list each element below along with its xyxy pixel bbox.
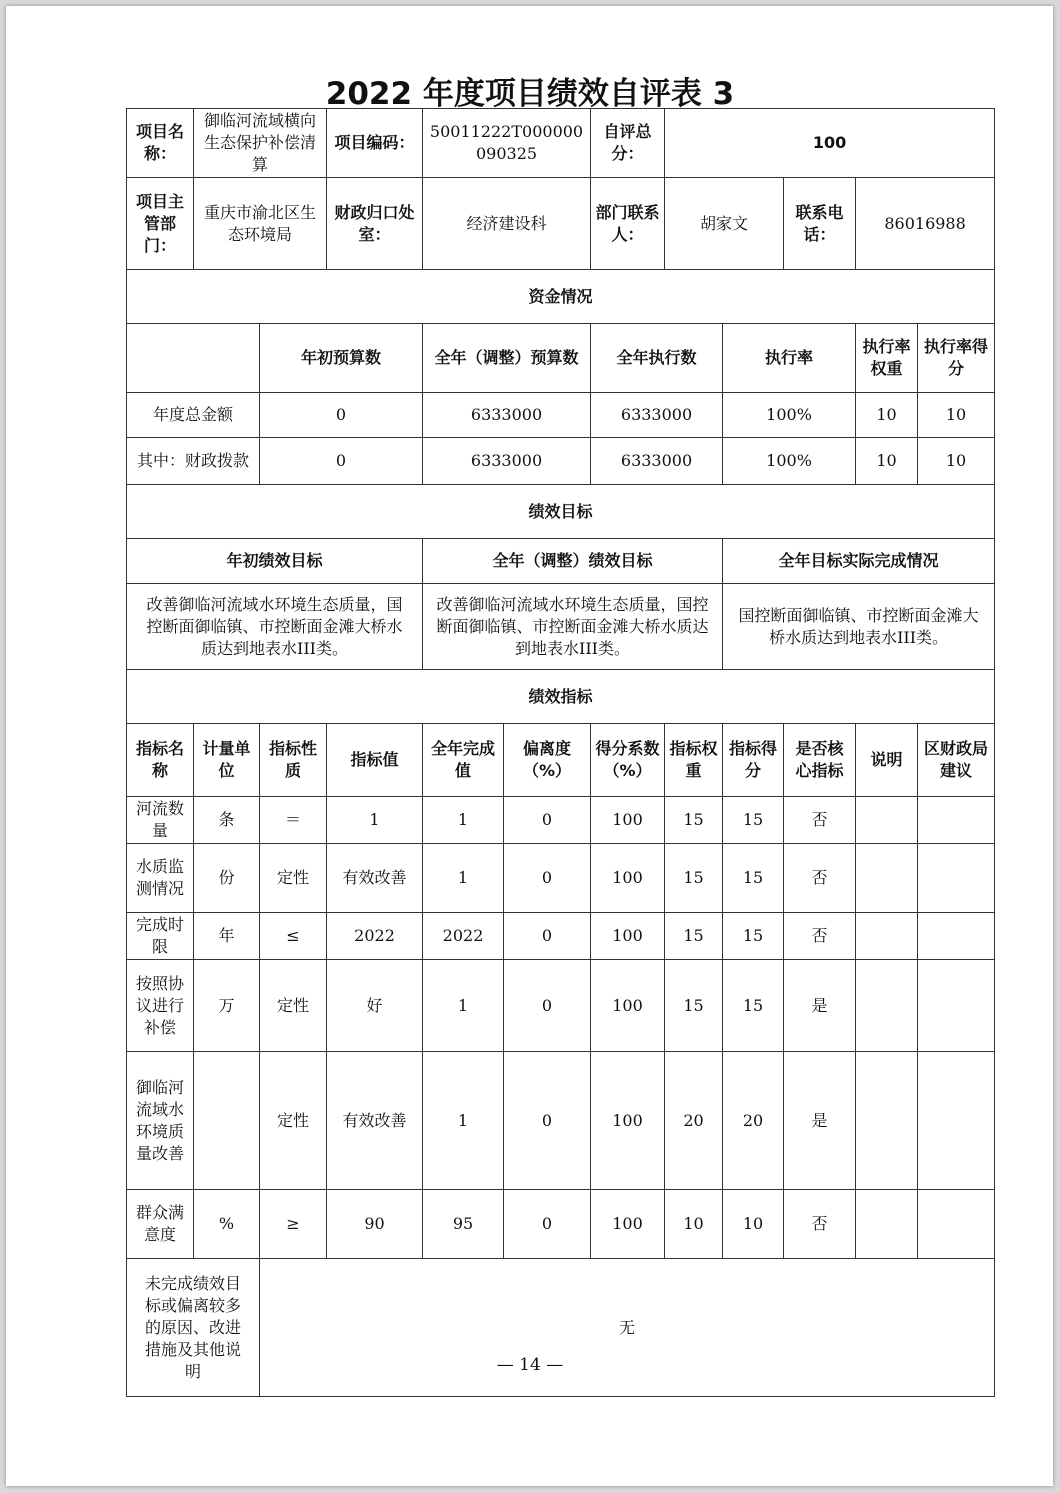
indicator-row: [127, 960, 995, 1052]
ind-nature: 定性: [260, 960, 327, 1052]
funds-cell: 6333000: [423, 393, 591, 438]
contact-value: 胡家文: [665, 178, 784, 270]
ind-unit: 条: [194, 797, 260, 844]
ind-score: 15: [723, 960, 784, 1052]
ind-note: [856, 913, 918, 960]
ind-weight: 15: [665, 844, 723, 913]
ind-unit: 年: [194, 913, 260, 960]
funds-cell: 10: [918, 438, 995, 485]
funds-cell: 6333000: [423, 438, 591, 485]
ind-score: 20: [723, 1052, 784, 1190]
indicator-row: [127, 913, 995, 960]
ind-advice: [918, 913, 995, 960]
ind-name: 御临河流域水环境质量改善: [127, 1052, 194, 1190]
funds-cell: 0: [260, 438, 423, 485]
project-code-label: 项目编码：: [327, 109, 423, 178]
ind-nature: 定性: [260, 1052, 327, 1190]
ind-advice: [918, 1052, 995, 1190]
ind-value: 有效改善: [327, 844, 423, 913]
funds-cell: 10: [856, 438, 918, 485]
finance-office-value: 经济建设科: [423, 178, 591, 270]
project-code-value: 50011222T000000090325: [423, 109, 591, 178]
funds-cell: 100%: [723, 438, 856, 485]
funds-col-rate-score: 执行率得分: [918, 324, 995, 393]
funds-row: [127, 393, 995, 438]
ind-note: [856, 797, 918, 844]
goals-col-adjusted: 全年（调整）绩效目标: [423, 539, 723, 584]
ind-value: 2022: [327, 913, 423, 960]
project-name-label: 项目名称：: [127, 109, 194, 178]
ind-score: 15: [723, 913, 784, 960]
ind-core: 否: [784, 1190, 856, 1259]
ind-weight: 15: [665, 797, 723, 844]
ind-core: 是: [784, 1052, 856, 1190]
ind-nature: ≥: [260, 1190, 327, 1259]
ind-unit: 万: [194, 960, 260, 1052]
ind-note: [856, 844, 918, 913]
ind-value: 90: [327, 1190, 423, 1259]
ind-deviation: 0: [504, 960, 591, 1052]
ind-advice: [918, 844, 995, 913]
ind-value: 有效改善: [327, 1052, 423, 1190]
ind-done: 1: [423, 960, 504, 1052]
dept-value: 重庆市渝北区生态环境局: [194, 178, 327, 270]
funds-row-label: 其中：财政拨款: [127, 438, 260, 485]
indicators-section-header: 绩效指标: [127, 670, 995, 724]
ind-col-done: 全年完成值: [423, 724, 504, 797]
ind-col-advice: 区财政局建议: [918, 724, 995, 797]
ind-advice: [918, 960, 995, 1052]
ind-name: 群众满意度: [127, 1190, 194, 1259]
ind-score: 15: [723, 797, 784, 844]
funds-corner-cell: [127, 324, 260, 393]
ind-core: 否: [784, 797, 856, 844]
ind-done: 95: [423, 1190, 504, 1259]
ind-unit: 份: [194, 844, 260, 913]
funds-col-initial: 年初预算数: [260, 324, 423, 393]
goals-col-initial: 年初绩效目标: [127, 539, 423, 584]
ind-weight: 15: [665, 913, 723, 960]
ind-advice: [918, 1190, 995, 1259]
ind-name: 按照协议进行补偿: [127, 960, 194, 1052]
self-score-label: 自评总分：: [591, 109, 665, 178]
ind-deviation: 0: [504, 1190, 591, 1259]
ind-coef: 100: [591, 844, 665, 913]
ind-weight: 15: [665, 960, 723, 1052]
funds-section-header: 资金情况: [127, 270, 995, 324]
funds-cell: 10: [856, 393, 918, 438]
remarks-value: 无: [260, 1259, 995, 1397]
ind-unit: %: [194, 1190, 260, 1259]
ind-coef: 100: [591, 1052, 665, 1190]
ind-col-note: 说明: [856, 724, 918, 797]
ind-nature: 定性: [260, 844, 327, 913]
ind-coef: 100: [591, 913, 665, 960]
page-number: — 14 —: [496, 1355, 564, 1375]
indicator-row: [127, 844, 995, 913]
ind-score: 15: [723, 844, 784, 913]
ind-core: 是: [784, 960, 856, 1052]
funds-cell: 100%: [723, 393, 856, 438]
funds-col-executed: 全年执行数: [591, 324, 723, 393]
ind-note: [856, 960, 918, 1052]
ind-col-unit: 计量单位: [194, 724, 260, 797]
page-title: 2022 年度项目绩效自评表 3: [325, 76, 735, 112]
contact-label: 部门联系人：: [591, 178, 665, 270]
funds-col-rate-weight: 执行率权重: [856, 324, 918, 393]
ind-name: 水质监测情况: [127, 844, 194, 913]
ind-col-value: 指标值: [327, 724, 423, 797]
ind-weight: 10: [665, 1190, 723, 1259]
ind-deviation: 0: [504, 797, 591, 844]
ind-name: 河流数量: [127, 797, 194, 844]
ind-col-score: 指标得分: [723, 724, 784, 797]
ind-core: 否: [784, 844, 856, 913]
indicator-row: [127, 1190, 995, 1259]
ind-name: 完成时限: [127, 913, 194, 960]
funds-cell: 10: [918, 393, 995, 438]
ind-deviation: 0: [504, 844, 591, 913]
ind-coef: 100: [591, 960, 665, 1052]
self-score-value: 100: [665, 109, 995, 178]
phone-label: 联系电话：: [784, 178, 856, 270]
ind-note: [856, 1052, 918, 1190]
finance-office-label: 财政归口处室：: [327, 178, 423, 270]
ind-coef: 100: [591, 797, 665, 844]
ind-note: [856, 1190, 918, 1259]
ind-done: 1: [423, 1052, 504, 1190]
ind-core: 否: [784, 913, 856, 960]
ind-coef: 100: [591, 1190, 665, 1259]
ind-deviation: 0: [504, 913, 591, 960]
ind-unit: [194, 1052, 260, 1190]
remarks-label: 未完成绩效目标或偏离较多的原因、改进措施及其他说明: [127, 1259, 260, 1397]
goal-initial-text: 改善御临河流域水环境生态质量，国控断面御临镇、市控断面金滩大桥水质达到地表水III类。: [127, 584, 423, 670]
goals-col-actual: 全年目标实际完成情况: [723, 539, 995, 584]
performance-table: [126, 108, 995, 1397]
goal-adjusted-text: 改善御临河流域水环境生态质量，国控断面御临镇、市控断面金滩大桥水质达到地表水III类。: [423, 584, 723, 670]
ind-col-weight: 指标权重: [665, 724, 723, 797]
funds-col-rate: 执行率: [723, 324, 856, 393]
funds-cell: 0: [260, 393, 423, 438]
funds-cell: 6333000: [591, 438, 723, 485]
ind-value: 1: [327, 797, 423, 844]
ind-score: 10: [723, 1190, 784, 1259]
indicator-row: [127, 1052, 995, 1190]
funds-row-label: 年度总金额: [127, 393, 260, 438]
ind-col-name: 指标名称: [127, 724, 194, 797]
funds-row: [127, 438, 995, 485]
ind-col-core: 是否核心指标: [784, 724, 856, 797]
funds-cell: 6333000: [591, 393, 723, 438]
ind-col-deviation: 偏离度（%）: [504, 724, 591, 797]
goals-section-header: 绩效目标: [127, 485, 995, 539]
ind-nature: ≤: [260, 913, 327, 960]
ind-weight: 20: [665, 1052, 723, 1190]
indicator-row: [127, 797, 995, 844]
ind-done: 1: [423, 797, 504, 844]
ind-nature: ＝: [260, 797, 327, 844]
funds-col-adjusted: 全年（调整）预算数: [423, 324, 591, 393]
dept-label: 项目主管部门：: [127, 178, 194, 270]
ind-col-coef: 得分系数（%）: [591, 724, 665, 797]
goal-actual-text: 国控断面御临镇、市控断面金滩大桥水质达到地表水III类。: [723, 584, 995, 670]
project-name-value: 御临河流域横向生态保护补偿清算: [194, 109, 327, 178]
ind-col-nature: 指标性质: [260, 724, 327, 797]
ind-done: 2022: [423, 913, 504, 960]
ind-done: 1: [423, 844, 504, 913]
ind-value: 好: [327, 960, 423, 1052]
ind-advice: [918, 797, 995, 844]
ind-deviation: 0: [504, 1052, 591, 1190]
phone-value: 86016988: [856, 178, 995, 270]
